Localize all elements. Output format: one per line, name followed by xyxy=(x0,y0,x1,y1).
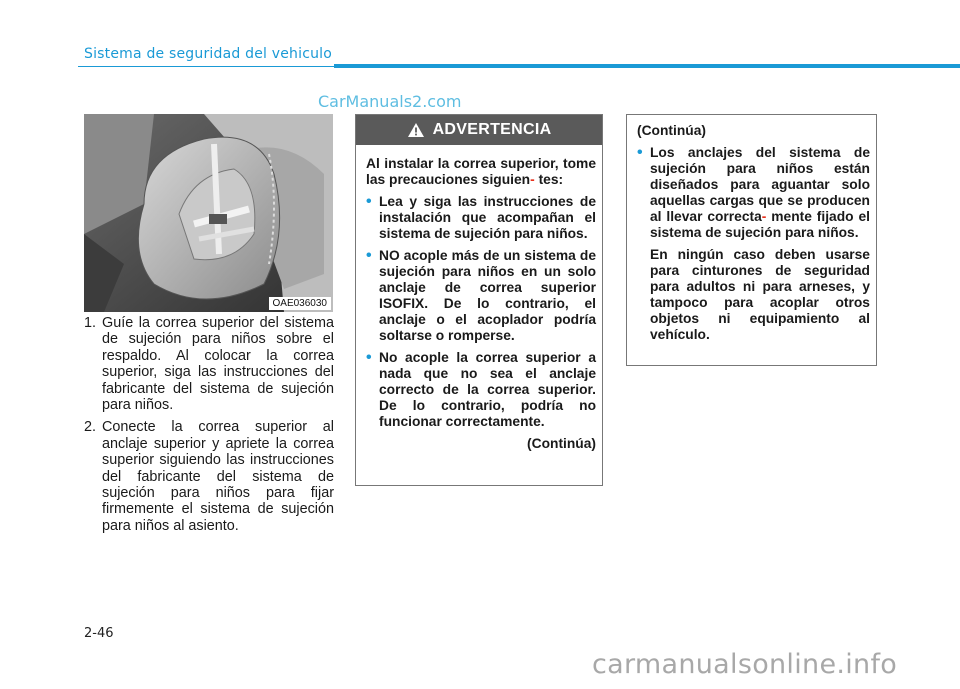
continuation-paragraph: En ningún caso deben usarse para cinturones de seguridad para adultos ni para arneses, y tampoco para acoplar otros objetos ni equipamiento al vehículo. xyxy=(650,247,870,342)
warning-bullet xyxy=(366,350,596,430)
page-number: 2-46 xyxy=(84,626,114,641)
bullet-text: Los anclajes del sistema de sujeción para niños están diseñados para aguantar solo aquellas cargas que se producen al llevar correcta- mente fijado el sistema de sujeción para niños. xyxy=(650,145,870,240)
warning-intro: Al instalar la correa superior, tome las precauciones siguien- tes: xyxy=(366,156,596,187)
step-text: Guíe la correa superior del sistema de sujeción para niños sobre el respaldo. Al colocar la correa superior, siga las instrucciones del fabricante del sistema de sujeción para niños. xyxy=(102,315,334,414)
watermark-top[interactable]: CarManuals2.com xyxy=(318,92,462,111)
continuation-box xyxy=(626,114,877,366)
figure-code: OAE036030 xyxy=(269,297,332,310)
step-item xyxy=(84,315,334,413)
installation-steps xyxy=(84,315,334,540)
warning-body xyxy=(356,145,602,452)
bullet-text: NO acople más de un sistema de sujeción para niños en un solo anclaje de correa superior ISOFIX. De lo contrario, el anclaje o el acoplador podría soltarse o romperse. xyxy=(379,248,596,343)
warning-triangle-icon xyxy=(407,122,425,138)
step-text: Conecte la correa superior al anclaje superior y apriete la correa superior siguiendo las instrucciones del fabricante del sistema de sujeción para niños para fijar firmemente el sistema de sujeción para niños al asiento. xyxy=(102,419,334,534)
warning-title: ADVERTENCIA xyxy=(432,121,552,138)
continuation-bullet xyxy=(637,145,870,241)
header-rule-thin xyxy=(78,66,334,67)
continuation-body xyxy=(627,115,876,343)
bullet-text: No acople la correa superior a nada que no sea el anclaje correcto de la correa superior. De lo contrario, podría no funcionar correctamente. xyxy=(379,350,596,429)
bullet-dot-icon: • xyxy=(366,247,372,264)
bullet-text: Lea y siga las instrucciones de instalación que acompañan el sistema de sujeción para niños. xyxy=(379,194,596,241)
warning-header xyxy=(356,115,602,145)
continuation-heading: (Continúa) xyxy=(637,123,706,138)
child-seat-photo xyxy=(84,114,333,312)
bullet-dot-icon: • xyxy=(637,144,643,161)
warning-box xyxy=(355,114,603,486)
warning-bullet xyxy=(366,248,596,344)
bullet-dot-icon: • xyxy=(366,193,372,210)
step-number: 2. xyxy=(84,419,97,436)
step-item xyxy=(84,419,334,534)
bullet-dot-icon: • xyxy=(366,349,372,366)
section-title: Sistema de seguridad del vehiculo xyxy=(84,46,333,62)
watermark-bottom[interactable]: carmanualsonline.info xyxy=(592,649,898,680)
continued-label: (Continúa) xyxy=(527,436,596,451)
step-number: 1. xyxy=(84,315,97,331)
header-rule-thick xyxy=(334,64,960,68)
child-seat-illustration xyxy=(84,114,333,312)
warning-bullet xyxy=(366,194,596,242)
